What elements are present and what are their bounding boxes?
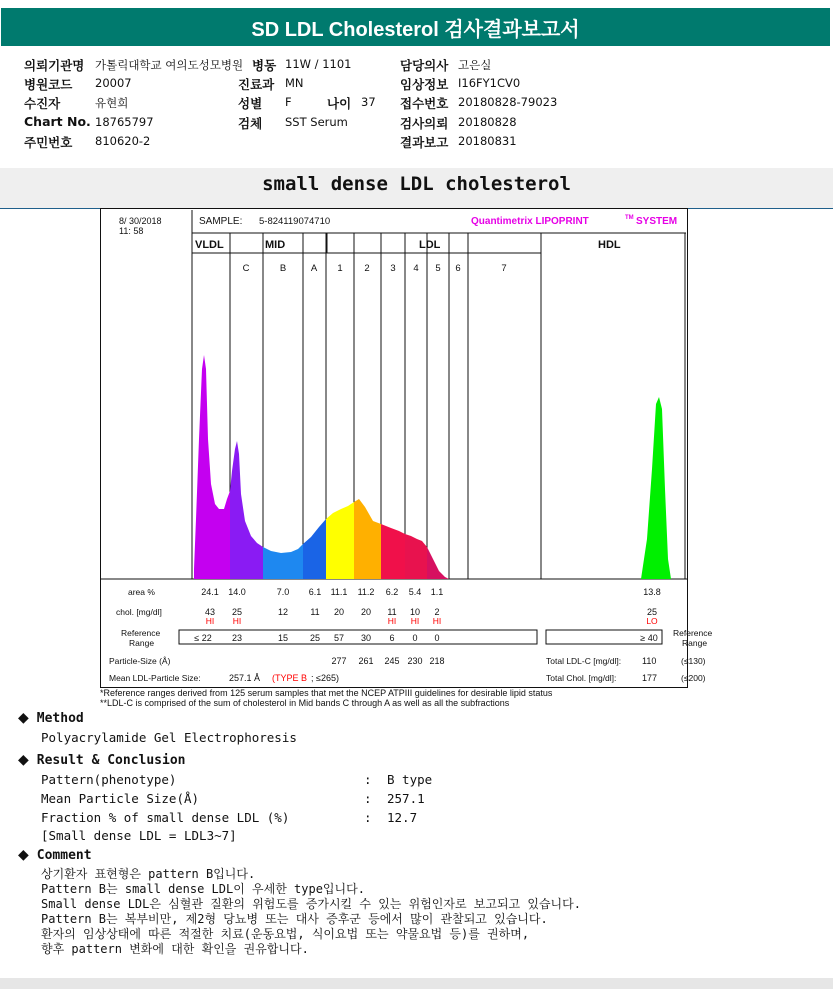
area-value: 13.8 <box>643 587 661 597</box>
chol-value: 10 <box>409 607 421 617</box>
method-heading-text: Method <box>36 711 84 726</box>
total-ldl-ref: (≤130) <box>681 656 706 666</box>
chol-value: 25 <box>231 607 243 617</box>
curve-ldl-4 <box>405 534 427 579</box>
area-value: 24.1 <box>201 587 219 597</box>
band-label: 6 <box>455 263 461 274</box>
reference-value: 0 <box>434 633 440 643</box>
value-doctor: 고은실 <box>458 58 492 72</box>
label-doctor: 담당의사 <box>400 58 449 73</box>
result-heading <box>18 752 186 768</box>
label-resident-no: 주민번호 <box>24 135 73 150</box>
chol-value: 11 <box>387 607 397 617</box>
comment-heading-text: Comment <box>36 848 92 863</box>
comment-line: 상기환자 표현형은 pattern B입니다. <box>41 867 256 881</box>
curve-band-a <box>303 519 326 579</box>
label-clinical-info: 임상정보 <box>400 77 449 92</box>
value-age: 37 <box>361 95 376 109</box>
total-chol-label: Total Chol. [mg/dl]: <box>546 673 617 683</box>
curve-hdl <box>641 397 671 579</box>
result-label-fraction: Fraction % of small dense LDL (%) <box>41 810 290 825</box>
sample-label: SAMPLE: <box>199 216 243 227</box>
result-note: [Small dense LDL = LDL3~7] <box>41 828 237 843</box>
particle-size-label: Particle-Size (Å) <box>109 656 171 666</box>
system-name: Quantimetrix LIPOPRINT <box>471 216 589 227</box>
comment-line: 환자의 임상상태에 따른 적절한 치료(운동요법, 식이요법 또는 약물요법 등)를 권하며, <box>41 927 530 941</box>
reference-value: 15 <box>277 633 289 643</box>
particle-size-value: 230 <box>407 656 423 666</box>
comment-line: Pattern B는 small dense LDL이 우세한 type입니다. <box>41 882 365 896</box>
band-label: A <box>310 263 318 274</box>
area-label: area % <box>128 587 155 597</box>
chol-label: chol. [mg/dl] <box>116 607 162 617</box>
report-date: 8/ 30/2018 <box>119 216 162 226</box>
label-report-date: 결과보고 <box>400 135 449 150</box>
band-label: 4 <box>413 263 419 274</box>
reference-value: 0 <box>412 633 418 643</box>
total-ldl-value: 110 <box>642 656 657 666</box>
area-value: 6.2 <box>385 587 399 597</box>
total-chol-ref: (≤200) <box>681 673 706 683</box>
result-sep: : <box>364 772 372 787</box>
lipoprint-chart <box>101 209 713 687</box>
result-label-pattern: Pattern(phenotype) <box>41 772 177 787</box>
chol-flag: HI <box>387 616 397 626</box>
chol-value: 12 <box>277 607 289 617</box>
chol-flag: HI <box>432 616 442 626</box>
result-heading-text: Result & Conclusion <box>36 753 186 768</box>
label-request-date: 검사의뢰 <box>400 116 449 131</box>
subtitle: small dense LDL cholesterol <box>262 173 571 195</box>
value-clinical-info: I16FY1CV0 <box>458 76 521 90</box>
report-title-bar <box>1 8 830 46</box>
band-label: 5 <box>435 263 441 274</box>
value-hospital-code: 20007 <box>95 76 132 90</box>
comment-line: Small dense LDL은 심혈관 질환의 위험도를 증가시킬 수 있는 위험인자로 보고되고 있습니다. <box>41 897 581 911</box>
curve-ldl-2 <box>354 499 381 579</box>
area-value: 7.0 <box>276 587 290 597</box>
total-chol-value: 177 <box>642 673 658 683</box>
chol-value: 20 <box>360 607 372 617</box>
chol-value: 20 <box>333 607 345 617</box>
ref-label-right: Reference <box>673 628 713 638</box>
chol-value: 11 <box>310 607 320 617</box>
curve-ldl-5 <box>427 547 449 579</box>
report-time: 11: 58 <box>119 226 144 236</box>
comment-line: 향후 pattern 변화에 대한 확인을 권유합니다. <box>41 942 309 956</box>
particle-size-value: 218 <box>429 656 445 666</box>
total-ldl-label: Total LDL-C [mg/dl]: <box>546 656 622 666</box>
comment-heading <box>18 847 92 863</box>
value-department: MN <box>285 76 304 90</box>
value-request-date: 20180828 <box>458 115 517 129</box>
area-value: 5.4 <box>408 587 422 597</box>
result-value-size: 257.1 <box>387 791 425 806</box>
system-tm: TM <box>625 215 634 221</box>
area-value: 6.1 <box>308 587 322 597</box>
chol-flag: HI <box>410 616 420 626</box>
mean-size-value: 257.1 Å <box>229 673 261 683</box>
footnote-ldl: **LDL-C is comprised of the sum of cholesterol in Mid bands C through A as well as all the subfractions <box>100 698 510 708</box>
curve-band-b <box>263 544 303 579</box>
patient-info <box>0 52 833 164</box>
curve-ldl-3 <box>381 524 405 579</box>
mean-size-suffix: ; ≤265) <box>311 673 339 683</box>
label-department: 진료과 <box>238 77 275 92</box>
value-sex: F <box>285 95 292 109</box>
curve-ldl-1 <box>326 502 354 579</box>
value-receipt-no: 20180828-79023 <box>458 95 558 109</box>
diamond-icon: ◆ <box>18 752 29 768</box>
chol-value: 25 <box>646 607 658 617</box>
area-value: 11.1 <box>330 587 348 597</box>
mean-size-label: Mean LDL-Particle Size: <box>109 673 201 683</box>
sample-id: 5-824119074710 <box>259 216 331 227</box>
value-specimen: SST Serum <box>285 115 348 129</box>
footnote-reference: *Reference ranges derived from 125 serum samples that met the NCEP ATPIII guidelines for desirable lipid status <box>100 688 553 698</box>
group-label: LDL <box>419 239 441 251</box>
label-sex: 성별 <box>238 96 263 111</box>
ref-label: Range <box>129 638 155 648</box>
band-label: B <box>279 263 287 274</box>
area-value: 14.0 <box>228 587 246 597</box>
value-resident-no: 810620-2 <box>95 134 151 148</box>
area-value: 1.1 <box>430 587 444 597</box>
ref-label: Reference <box>121 628 161 638</box>
label-hospital-code: 병원코드 <box>24 77 73 92</box>
ref-label-right: Range <box>682 638 708 648</box>
report-title: SD LDL Cholesterol 검사결과보고서 <box>251 18 580 41</box>
curve-band-c <box>230 441 263 579</box>
label-specimen: 검체 <box>238 116 263 131</box>
lipoprint-report <box>100 208 713 688</box>
chol-value: 43 <box>204 607 216 617</box>
label-chart-no: Chart No. <box>24 114 91 129</box>
result-value-pattern: B type <box>387 772 433 787</box>
group-label: VLDL <box>195 239 224 251</box>
band-label: 2 <box>364 263 370 274</box>
method-heading <box>18 710 84 726</box>
value-ward: 11W / 1101 <box>285 57 352 71</box>
reference-value: 30 <box>360 633 372 643</box>
system-suffix: SYSTEM <box>636 216 678 227</box>
value-institution: 가톨릭대학교 여의도성모병원 <box>95 58 244 72</box>
reference-value: ≥ 40 <box>640 633 658 643</box>
reference-value: 25 <box>309 633 321 643</box>
chol-flag: HI <box>232 616 242 626</box>
bottom-bar <box>0 978 833 989</box>
band-label: 1 <box>337 263 343 274</box>
result-label-size: Mean Particle Size(Å) <box>41 791 200 806</box>
label-patient: 수진자 <box>24 96 61 111</box>
curve-vldl <box>194 355 230 579</box>
label-institution: 의뢰기관명 <box>24 58 85 73</box>
band-label: 7 <box>501 263 507 274</box>
label-age: 나이 <box>327 96 352 111</box>
reference-value: 57 <box>333 633 345 643</box>
chol-flag: HI <box>205 616 215 626</box>
value-chart-no: 18765797 <box>95 115 154 129</box>
diamond-icon: ◆ <box>18 710 29 726</box>
reference-value: ≤ 22 <box>194 633 212 643</box>
diamond-icon: ◆ <box>18 847 29 863</box>
particle-size-value: 261 <box>358 656 374 666</box>
chol-value: 2 <box>434 607 440 617</box>
group-label: HDL <box>598 239 621 251</box>
value-patient: 유현희 <box>95 96 129 110</box>
label-receipt-no: 접수번호 <box>400 96 449 111</box>
particle-size-value: 245 <box>384 656 400 666</box>
particle-size-value: 277 <box>331 656 347 666</box>
result-sep: : <box>364 810 372 825</box>
band-label: 3 <box>390 263 396 274</box>
reference-value: 23 <box>231 633 243 643</box>
comment-line: Pattern B는 복부비만, 제2형 당뇨병 또는 대사 증후군 등에서 많이 관찰되고 있습니다. <box>41 912 548 926</box>
value-report-date: 20180831 <box>458 134 517 148</box>
label-ward: 병동 <box>252 58 277 73</box>
area-value: 11.2 <box>357 587 375 597</box>
result-value-fraction: 12.7 <box>387 810 418 825</box>
method-text: Polyacrylamide Gel Electrophoresis <box>41 730 297 745</box>
reference-value: 6 <box>389 633 395 643</box>
chol-flag: LO <box>646 616 658 626</box>
mean-size-type: (TYPE B <box>272 673 308 683</box>
result-sep: : <box>364 791 372 806</box>
band-label: C <box>242 263 250 274</box>
group-label: MID <box>265 239 286 251</box>
